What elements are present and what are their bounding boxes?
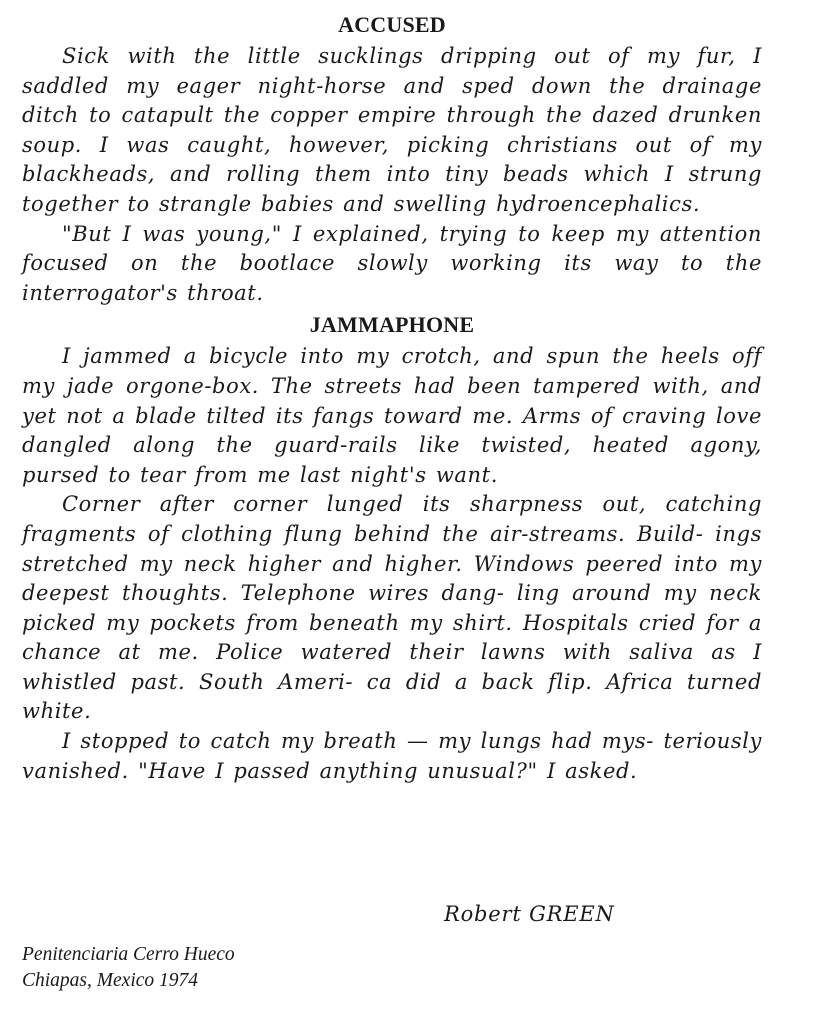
author-location bbox=[22, 942, 235, 994]
poem-paragraph: I stopped to catch my breath — my lungs had mys- teriously vanished. "Have I passed anything unusual?" I asked. bbox=[22, 729, 762, 783]
poem-jammaphone bbox=[22, 342, 762, 786]
location-line-2: Chiapas, Mexico 1974 bbox=[22, 970, 199, 991]
poem-accused bbox=[22, 42, 762, 308]
author-signature: Robert GREEN bbox=[444, 902, 615, 926]
location-line-1: Penitenciaria Cerro Hueco bbox=[22, 944, 235, 965]
poem-paragraph: Corner after corner lunged its sharpness out, catching fragments of clothing flung behind the air-streams. Build- ings stretched my neck higher and higher. Windows peered into my deepest thoughts. Telephone wires dang- ling around my neck picked my pockets from beneath my shirt. Hospitals cried for a chance at me. Police watered their lawns with saliva as I whistled past. South Ameri- ca did a back flip. Africa turned white. bbox=[22, 492, 762, 724]
poem-paragraph: Sick with the little sucklings dripping out of my fur, I saddled my eager night-horse and sped down the drainage ditch to catapult the copper empire through the dazed drunken soup. I was caught, however, picking christians out of my blackheads, and rolling them into tiny beads which I strung together to strangle babies and swelling hydroencephalics. bbox=[22, 44, 762, 216]
poem-paragraph: "But I was young," I explained, trying to keep my attention focused on the bootlace slowly working its way to the interrogator's throat. bbox=[22, 221, 762, 305]
poem-paragraph: I jammed a bicycle into my crotch, and spun the heels off my jade orgone-box. The streets had been tampered with, and yet not a blade tilted its fangs toward me. Arms of craving love dangled along the guard-rails like twisted, heated agony, pursed to tear from me last night's want. bbox=[22, 344, 762, 487]
poem-title-accused: ACCUSED bbox=[338, 12, 446, 37]
poem-title-jammaphone: JAMMAPHONE bbox=[309, 312, 475, 338]
page-content bbox=[22, 12, 762, 786]
